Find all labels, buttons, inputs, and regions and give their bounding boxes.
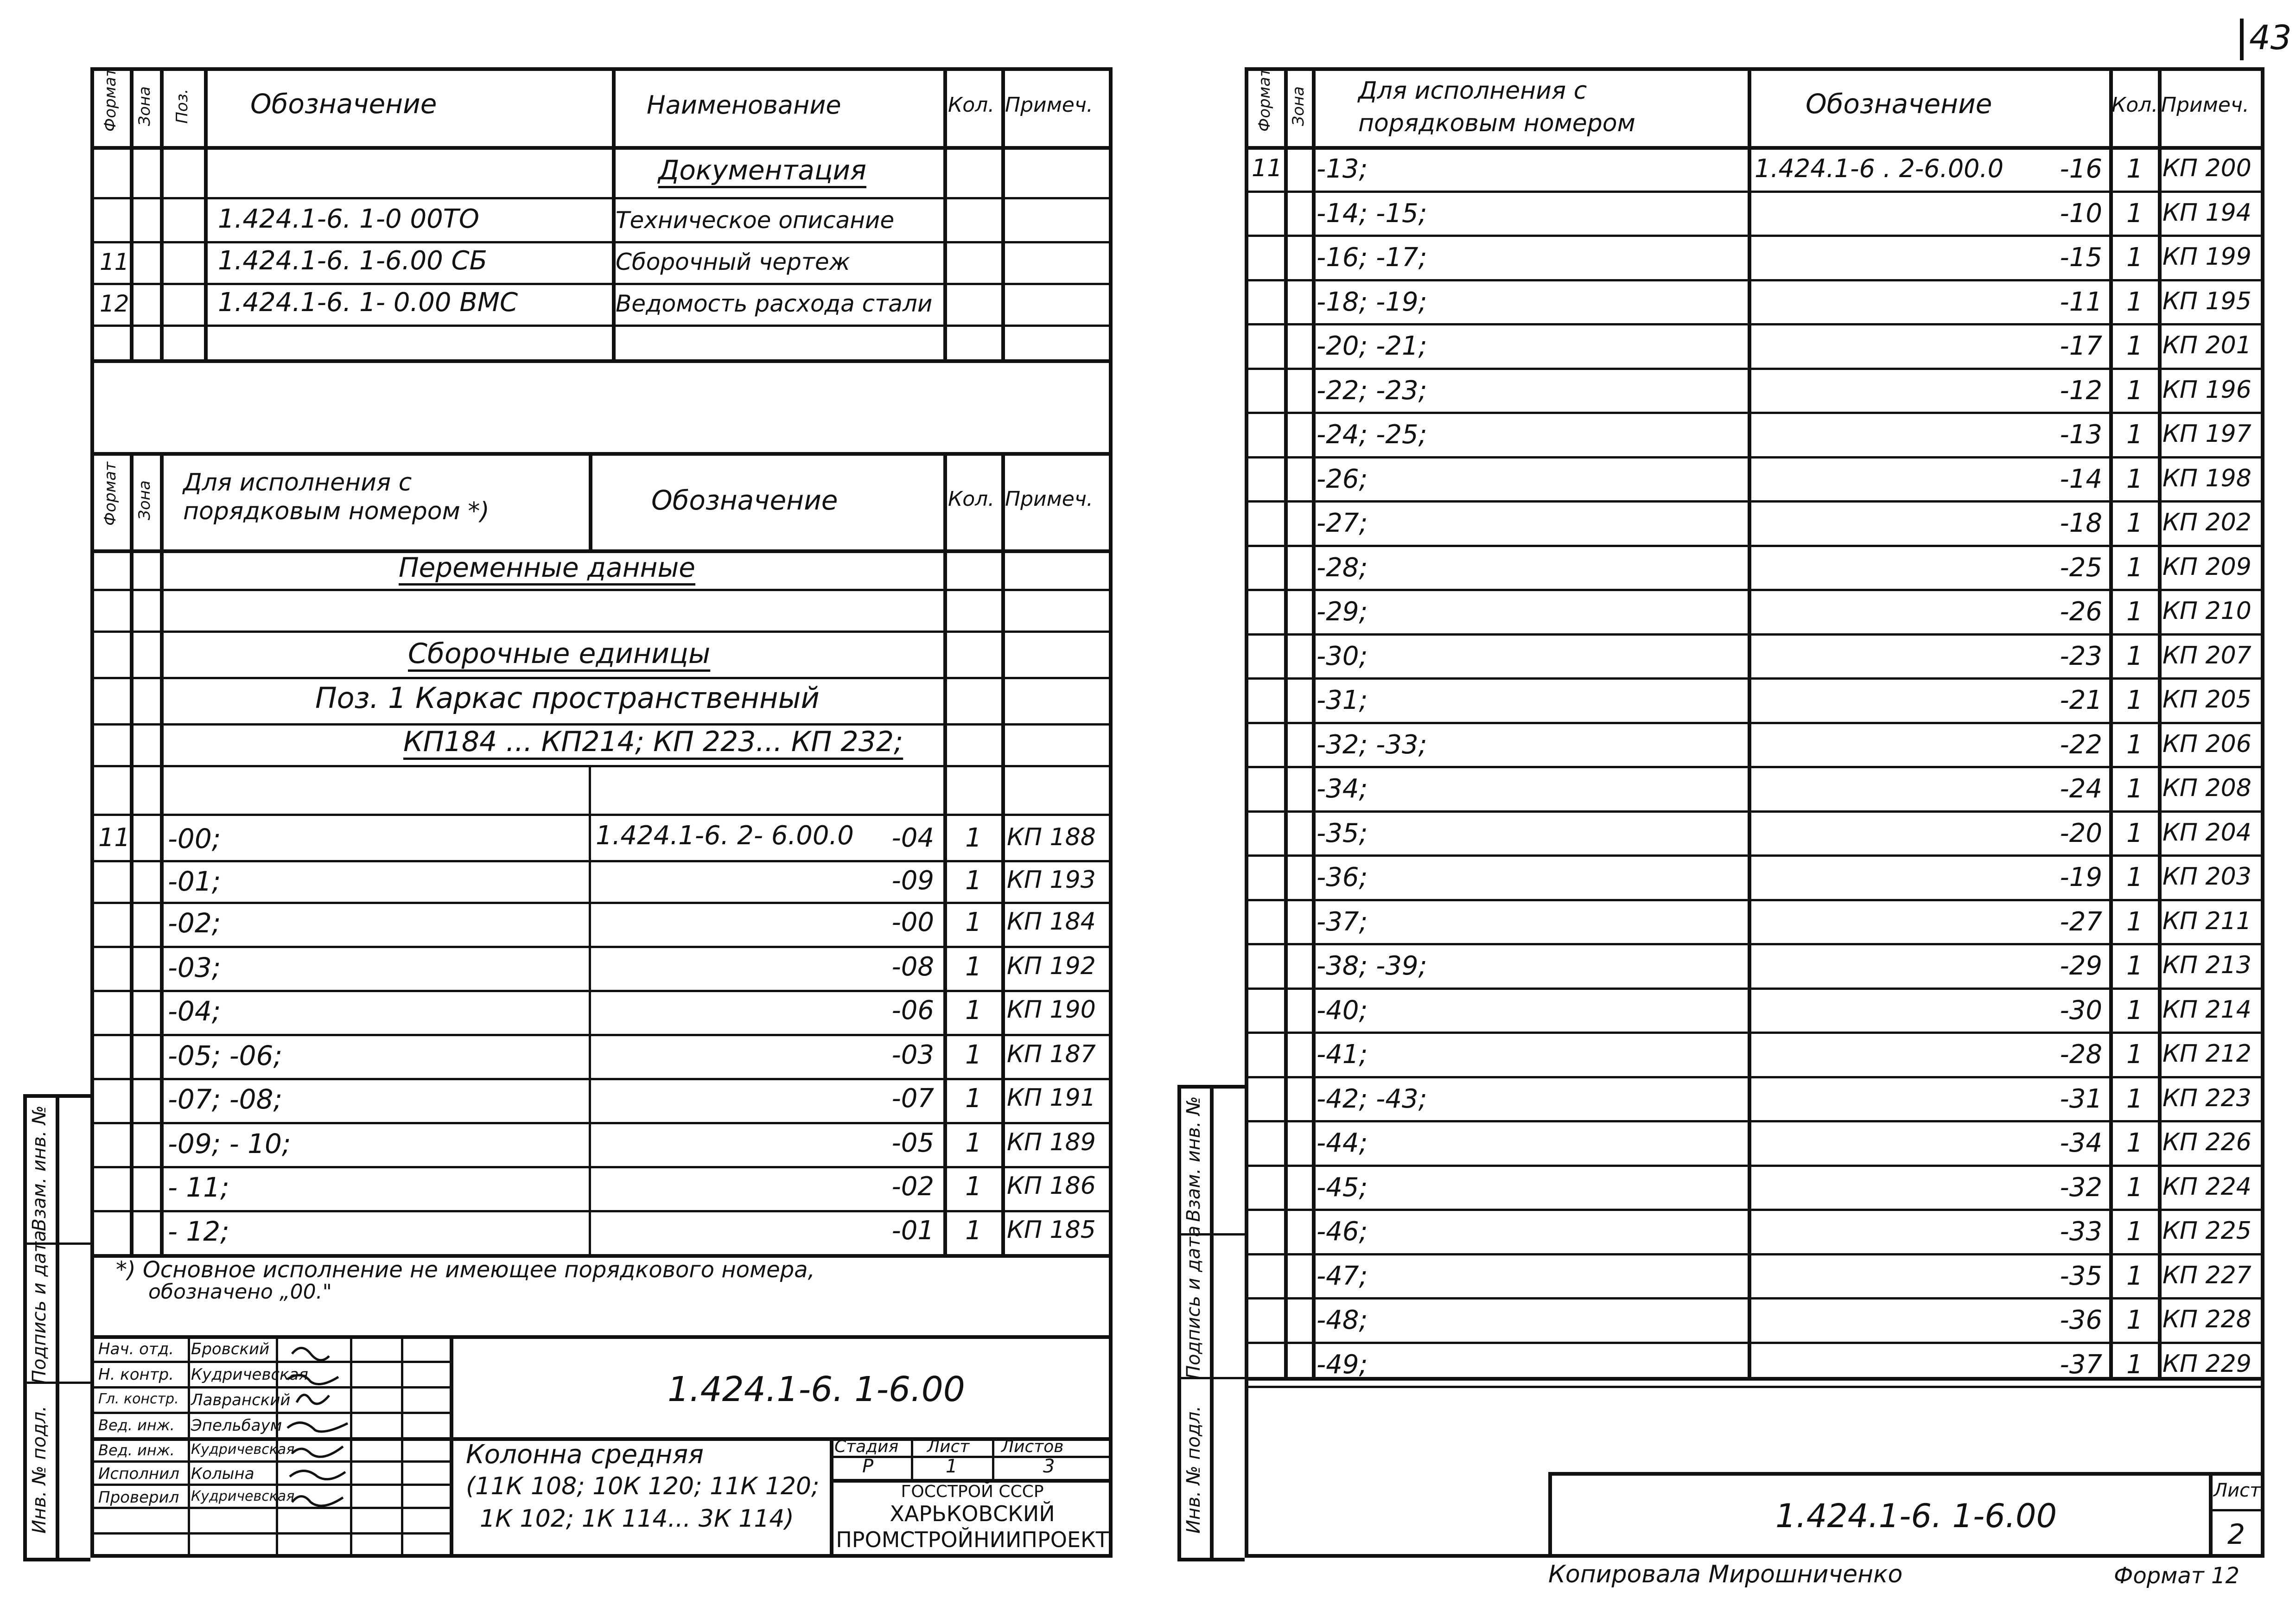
row-divider bbox=[1245, 412, 2264, 414]
table-row-variant: -48; bbox=[1317, 1305, 1368, 1335]
row-divider bbox=[1245, 766, 2264, 768]
header-format: Формат bbox=[1255, 68, 1274, 132]
table-row-qty: 1 bbox=[965, 1216, 982, 1246]
stamp-title-line-2: (11К 108; 10К 120; 11К 120; bbox=[466, 1472, 820, 1500]
header1-zone: Зона bbox=[135, 86, 154, 126]
table-row-qty: 1 bbox=[2126, 597, 2143, 627]
table-row-suffix: -35 bbox=[2060, 1261, 2102, 1291]
header2-note: Примеч. bbox=[1005, 487, 1093, 511]
row-divider bbox=[1245, 810, 2264, 813]
table-row-note: КП 228 bbox=[2162, 1306, 2251, 1333]
table-row-variant: -24; -25; bbox=[1317, 420, 1427, 450]
table-row-variant: -18; -19; bbox=[1317, 287, 1427, 317]
table-row-variant: -44; bbox=[1317, 1128, 1368, 1158]
table-row-qty: 1 bbox=[965, 907, 982, 937]
table-row-qty: 1 bbox=[2126, 331, 2143, 361]
table-row-variant: -05; -06; bbox=[168, 1040, 282, 1071]
row-divider bbox=[1245, 722, 2264, 724]
stamp-name-6: Колына bbox=[191, 1465, 254, 1483]
stamp-org-line-1: ГОССТРОЙ СССР bbox=[901, 1482, 1044, 1501]
header1-format: Формат bbox=[101, 68, 120, 132]
table-row-note: КП 223 bbox=[2162, 1084, 2251, 1112]
row-divider bbox=[1245, 1297, 2264, 1300]
table-row-variant: -34; bbox=[1317, 774, 1368, 804]
table-row-suffix: -33 bbox=[2060, 1217, 2102, 1247]
row-divider bbox=[1245, 633, 2264, 636]
table-row-variant: -41; bbox=[1317, 1039, 1368, 1070]
table-row-suffix: -25 bbox=[2060, 553, 2102, 583]
row-divider bbox=[1245, 500, 2264, 503]
table-row-suffix: -10 bbox=[2060, 198, 2102, 229]
stamp-sheet-value: 1 bbox=[946, 1456, 958, 1477]
table-row-qty: 1 bbox=[965, 1040, 982, 1070]
copied-by: Копировала Мирошниченко bbox=[1548, 1561, 1903, 1588]
header2-format: Формат bbox=[101, 462, 120, 526]
row-divider bbox=[1245, 235, 2264, 237]
table-row-note: КП 185 bbox=[1007, 1216, 1096, 1244]
table-row-qty: 1 bbox=[965, 823, 982, 853]
right-stamp-sheet-value: 2 bbox=[2227, 1518, 2245, 1551]
table-row-suffix: -26 bbox=[2060, 597, 2102, 627]
table-row-note: КП 211 bbox=[2162, 907, 2251, 935]
table-row-variant: -13; bbox=[1317, 154, 1368, 184]
stamp-name-5: Кудричевская bbox=[191, 1441, 295, 1458]
header-note: Примеч. bbox=[2161, 93, 2249, 117]
table-row-variant: -00; bbox=[168, 823, 221, 854]
table-row-note: КП 201 bbox=[2162, 331, 2251, 359]
row-divider bbox=[1245, 987, 2264, 990]
table-row-note: КП 188 bbox=[1007, 823, 1096, 851]
table-row-qty: 1 bbox=[2126, 242, 2143, 273]
stamp-role-6: Исполнил bbox=[98, 1465, 179, 1483]
table-row-qty: 1 bbox=[2126, 1350, 2143, 1380]
table-row-variant: -49; bbox=[1317, 1350, 1368, 1380]
table-row-variant: -22; -23; bbox=[1317, 376, 1427, 406]
header2-qty: Кол. bbox=[948, 487, 995, 511]
right-stamp-sheet-label: Лист bbox=[2213, 1480, 2261, 1501]
header2-variant: Для исполнения с порядковым номером *) bbox=[183, 469, 490, 526]
table-row-variant: -37; bbox=[1317, 907, 1368, 937]
row-divider bbox=[1245, 943, 2264, 945]
table-row-qty: 1 bbox=[2126, 774, 2143, 804]
table-row-qty: 1 bbox=[2126, 376, 2143, 406]
stamp-stage-value: Р bbox=[862, 1456, 874, 1477]
signatures bbox=[278, 1338, 399, 1528]
table-row-variant: -45; bbox=[1317, 1172, 1368, 1203]
header2-designation: Обозначение bbox=[651, 484, 838, 516]
table-row-suffix: -34 bbox=[2060, 1128, 2102, 1158]
table-row-note: КП 213 bbox=[2162, 951, 2251, 979]
table-row-note: КП 199 bbox=[2162, 243, 2251, 271]
table-row-note: КП 187 bbox=[1007, 1040, 1096, 1068]
table-row-qty: 1 bbox=[965, 952, 982, 982]
table-row-suffix: -23 bbox=[2060, 641, 2102, 671]
header-zone: Зона bbox=[1289, 86, 1308, 126]
table-row-qty: 1 bbox=[2126, 508, 2143, 538]
table-row-variant: - 11; bbox=[168, 1172, 229, 1203]
stamp-role-4: Вед. инж. bbox=[98, 1416, 175, 1434]
table-row-note: КП 206 bbox=[2162, 730, 2251, 758]
stamp-org-line-2: ХАРЬКОВСКИЙ bbox=[890, 1501, 1055, 1526]
doc-row-2-name: Сборочный чертеж bbox=[616, 248, 850, 275]
table-row-note: КП 190 bbox=[1007, 996, 1096, 1024]
table-row-suffix: -08 bbox=[891, 952, 934, 982]
right-side-label-inv-original: Инв. № подл. bbox=[1183, 1406, 1204, 1534]
table-row-qty: 1 bbox=[2126, 464, 2143, 494]
row-divider bbox=[1245, 368, 2264, 370]
stamp-code: 1.424.1-6. 1-6.00 bbox=[668, 1370, 965, 1409]
table-row-suffix: -28 bbox=[2060, 1039, 2102, 1070]
table-row-variant: -35; bbox=[1317, 818, 1368, 848]
stamp-title-line-1: Колонна средняя bbox=[466, 1440, 704, 1470]
table-row-qty: 1 bbox=[2126, 553, 2143, 583]
header2-zone: Зона bbox=[135, 480, 154, 520]
side-label-signature-date: Подпись и дата bbox=[29, 1230, 50, 1384]
table-row-qty: 1 bbox=[2126, 995, 2143, 1026]
row-divider bbox=[1245, 545, 2264, 547]
stamp-sheets-value: 3 bbox=[1043, 1456, 1055, 1477]
pos1-title: Поз. 1 Каркас пространственный bbox=[315, 681, 820, 715]
sheet-format: Формат 12 bbox=[2114, 1563, 2240, 1589]
stamp-title-line-3: 1К 102; 1К 114... 3К 114) bbox=[480, 1505, 794, 1533]
table-row-variant: -32; -33; bbox=[1317, 730, 1427, 760]
table-row-note: КП 225 bbox=[2162, 1217, 2251, 1245]
table-row-qty: 1 bbox=[2126, 730, 2143, 760]
table-row-variant: -02; bbox=[168, 907, 221, 939]
table-row-note: КП 229 bbox=[2162, 1350, 2251, 1378]
table-row-suffix: -31 bbox=[2060, 1084, 2102, 1114]
table-row-note: КП 212 bbox=[2162, 1040, 2251, 1068]
table-row-variant: -03; bbox=[168, 952, 221, 983]
table-row-qty: 1 bbox=[2126, 907, 2143, 937]
table-row-variant: -38; -39; bbox=[1317, 951, 1427, 981]
table-row-designation: 1.424.1-6 . 2-6.00.0 bbox=[1755, 154, 2004, 183]
table-row-suffix: -00 bbox=[891, 907, 934, 937]
table-row-variant: -01; bbox=[168, 866, 221, 897]
header1-designation: Обозначение bbox=[250, 88, 437, 120]
header-designation: Обозначение bbox=[1806, 88, 1992, 120]
table-row-qty: 1 bbox=[2126, 1305, 2143, 1335]
row-divider bbox=[1245, 854, 2264, 857]
row-divider bbox=[1245, 899, 2264, 901]
stamp-name-3: Лавранский bbox=[191, 1391, 291, 1409]
table-row-note: КП 202 bbox=[2162, 509, 2251, 536]
table-row-qty: 1 bbox=[2126, 1217, 2143, 1247]
table-row-note: КП 204 bbox=[2162, 819, 2251, 847]
row-divider bbox=[1245, 191, 2264, 193]
table-row-suffix: -18 bbox=[2060, 508, 2102, 538]
table-row-variant: -40; bbox=[1317, 995, 1368, 1026]
table-row-note: КП 195 bbox=[2162, 287, 2251, 315]
stamp-role-3: Гл. констр. bbox=[98, 1391, 179, 1407]
table-row-suffix: -04 bbox=[891, 823, 934, 853]
table-row-suffix: -11 bbox=[2060, 287, 2102, 317]
doc-row-3-name: Ведомость расхода стали bbox=[616, 290, 933, 317]
table-row-suffix: -36 bbox=[2060, 1305, 2102, 1335]
row-divider bbox=[1245, 1386, 2264, 1388]
table-row-note: КП 191 bbox=[1007, 1084, 1096, 1112]
stamp-sheet-label: Лист bbox=[927, 1437, 970, 1456]
doc-row-2-designation: 1.424.1-6. 1-6.00 СБ bbox=[218, 246, 488, 276]
table-row-suffix: -15 bbox=[2060, 242, 2102, 273]
stamp-role-5: Вед. инж. bbox=[98, 1441, 175, 1459]
table-row-qty: 1 bbox=[2126, 641, 2143, 671]
table-row-format: 11 bbox=[98, 823, 130, 852]
table-row-variant: -28; bbox=[1317, 553, 1368, 583]
table-row-suffix: -06 bbox=[891, 995, 934, 1026]
table-row-qty: 1 bbox=[2126, 420, 2143, 450]
page-number: 43 bbox=[2249, 18, 2292, 57]
stamp-org-line-3: ПРОМСТРОЙНИИПРОЕКТ bbox=[836, 1527, 1109, 1552]
section-variable-data: Переменные данные bbox=[399, 552, 695, 583]
table-row-note: КП 207 bbox=[2162, 642, 2251, 669]
table-row-note: КП 214 bbox=[2162, 996, 2251, 1024]
doc-row-3-format: 12 bbox=[100, 290, 129, 317]
table-row-qty: 1 bbox=[965, 1128, 982, 1158]
table-row-suffix: -14 bbox=[2060, 464, 2102, 494]
stamp-name-7: Кудричевская bbox=[191, 1488, 295, 1504]
table-row-qty: 1 bbox=[2126, 951, 2143, 981]
table-row-variant: -07; -08; bbox=[168, 1083, 282, 1115]
table-row-variant: -04; bbox=[168, 995, 221, 1027]
table-row-suffix: -12 bbox=[2060, 376, 2102, 406]
table-row-note: КП 198 bbox=[2162, 465, 2251, 492]
table-row-variant: -27; bbox=[1317, 508, 1368, 538]
row-divider bbox=[1245, 1120, 2264, 1122]
stamp-role-7: Проверил bbox=[98, 1488, 179, 1507]
table-row-variant: -42; -43; bbox=[1317, 1084, 1427, 1114]
footnote-line-1: *) Основное исполнение не имеющее порядкового номера, bbox=[116, 1257, 815, 1283]
table-row-qty: 1 bbox=[2126, 287, 2143, 317]
table-row-suffix: -17 bbox=[2060, 331, 2102, 361]
table-row-note: КП 208 bbox=[2162, 774, 2251, 802]
doc-row-1-name: Техническое описание bbox=[616, 207, 895, 234]
table-row-variant: -09; - 10; bbox=[168, 1128, 291, 1159]
table-row-suffix: -07 bbox=[891, 1083, 934, 1114]
table-row-variant: -26; bbox=[1317, 464, 1368, 494]
table-row-variant: - 12; bbox=[168, 1216, 229, 1247]
table-row-qty: 1 bbox=[2126, 1128, 2143, 1158]
table-row-note: КП 193 bbox=[1007, 866, 1096, 894]
table-row-note: КП 210 bbox=[2162, 597, 2251, 625]
table-row-suffix: -21 bbox=[2060, 685, 2102, 715]
row-divider bbox=[1245, 1253, 2264, 1255]
right-side-label-replace-inv: Взам. инв. № bbox=[1183, 1096, 1204, 1222]
table-row-qty: 1 bbox=[2126, 1084, 2143, 1114]
table-row-note: КП 192 bbox=[1007, 952, 1096, 980]
doc-row-3-designation: 1.424.1-6. 1- 0.00 ВМС bbox=[218, 287, 518, 318]
row-divider bbox=[1245, 677, 2264, 680]
table-row-note: КП 197 bbox=[2162, 420, 2251, 448]
table-row-note: КП 203 bbox=[2162, 863, 2251, 891]
page-number-tick bbox=[2240, 19, 2244, 60]
table-row-qty: 1 bbox=[965, 1172, 982, 1202]
table-row-suffix: -09 bbox=[891, 866, 934, 896]
stamp-name-4: Эпельбаум bbox=[191, 1416, 282, 1435]
stamp-role-1: Нач. отд. bbox=[98, 1340, 174, 1358]
table-row-suffix: -22 bbox=[2060, 730, 2102, 760]
table-row-qty: 1 bbox=[965, 995, 982, 1026]
table-row-variant: -36; bbox=[1317, 862, 1368, 892]
table-row-note: КП 184 bbox=[1007, 908, 1096, 936]
table-row-qty: 1 bbox=[2126, 862, 2143, 892]
table-row-qty: 1 bbox=[2126, 685, 2143, 715]
table-row-suffix: -13 bbox=[2060, 420, 2102, 450]
header1-pos: Поз. bbox=[173, 89, 191, 124]
header-variant-line-1: Для исполнения с bbox=[1358, 77, 1587, 105]
table-row-suffix: -01 bbox=[891, 1216, 934, 1246]
table-row-note: КП 224 bbox=[2162, 1173, 2251, 1201]
table-row-variant: -16; -17; bbox=[1317, 242, 1427, 273]
stamp-role-2: Н. контр. bbox=[98, 1365, 174, 1384]
table-row-note: КП 194 bbox=[2162, 199, 2251, 227]
table-row-qty: 1 bbox=[2126, 1261, 2143, 1291]
table-row-qty: 1 bbox=[965, 866, 982, 896]
table-row-suffix: -03 bbox=[891, 1040, 934, 1070]
table-row-note: КП 205 bbox=[2162, 686, 2251, 713]
table-row-suffix: -27 bbox=[2060, 907, 2102, 937]
table-row-note: КП 196 bbox=[2162, 376, 2251, 404]
header-variant-line-2: порядковым номером bbox=[1358, 109, 1635, 137]
row-divider bbox=[1245, 279, 2264, 281]
table-row-suffix: -37 bbox=[2060, 1350, 2102, 1380]
table-row-note: КП 227 bbox=[2162, 1261, 2251, 1289]
table-row-qty: 1 bbox=[2126, 1039, 2143, 1070]
table-row-variant: -47; bbox=[1317, 1261, 1368, 1291]
section-documentation: Документация bbox=[658, 154, 866, 186]
footnote-line-2: обозначено „00." bbox=[148, 1280, 332, 1304]
table-row-qty: 1 bbox=[2126, 154, 2143, 184]
doc-row-1-designation: 1.424.1-6. 1-0 00ТО bbox=[218, 204, 479, 234]
row-divider bbox=[1245, 589, 2264, 591]
table-row-variant: -29; bbox=[1317, 597, 1368, 627]
header1-note: Примеч. bbox=[1005, 93, 1093, 117]
row-divider bbox=[1245, 1209, 2264, 1211]
table-row-variant: -31; bbox=[1317, 685, 1368, 715]
table-row-suffix: -30 bbox=[2060, 995, 2102, 1026]
doc-row-2-format: 11 bbox=[100, 248, 129, 275]
header1-qty: Кол. bbox=[948, 93, 995, 117]
table-row-note: КП 189 bbox=[1007, 1128, 1096, 1156]
table-row-suffix: -05 bbox=[891, 1128, 934, 1158]
header1-name: Наименование bbox=[647, 90, 841, 120]
right-stamp-code: 1.424.1-6. 1-6.00 bbox=[1775, 1497, 2057, 1535]
table-row-suffix: -20 bbox=[2060, 818, 2102, 848]
stamp-sheets-label: Листов bbox=[1001, 1437, 1064, 1456]
table-row-format: 11 bbox=[1252, 154, 1283, 182]
table-row-suffix: -19 bbox=[2060, 862, 2102, 892]
side-label-replace-inv: Взам. инв. № bbox=[29, 1105, 50, 1231]
table-row-variant: -30; bbox=[1317, 641, 1368, 671]
table-row-note: КП 186 bbox=[1007, 1172, 1096, 1200]
right-side-label-signature-date: Подпись и дата bbox=[1183, 1225, 1204, 1379]
row-divider bbox=[1245, 456, 2264, 459]
table-row-qty: 1 bbox=[2126, 1172, 2143, 1203]
table-row-qty: 1 bbox=[965, 1083, 982, 1114]
table-row-suffix: -24 bbox=[2060, 774, 2102, 804]
stamp-stage-label: Стадия bbox=[834, 1437, 899, 1456]
row-divider bbox=[1245, 323, 2264, 325]
table-row-qty: 1 bbox=[2126, 198, 2143, 229]
stamp-name-1: Бровский bbox=[191, 1340, 270, 1358]
table-row-suffix: -16 bbox=[2060, 154, 2102, 184]
row-divider bbox=[1245, 1032, 2264, 1034]
header-qty: Кол. bbox=[2112, 93, 2158, 117]
table-row-suffix: -29 bbox=[2060, 951, 2102, 981]
table-row-variant: -46; bbox=[1317, 1217, 1368, 1247]
table-row-note: КП 226 bbox=[2162, 1128, 2251, 1156]
stamp-name-2: Кудричевская bbox=[191, 1365, 309, 1384]
row-divider bbox=[1245, 1342, 2264, 1344]
table-row-note: КП 209 bbox=[2162, 553, 2251, 581]
side-label-inv-original: Инв. № подл. bbox=[29, 1406, 50, 1534]
row-divider bbox=[1245, 1165, 2264, 1167]
row-divider bbox=[1245, 1076, 2264, 1078]
table-row-variant: -14; -15; bbox=[1317, 198, 1427, 229]
section-assembly-units: Сборочные единицы bbox=[408, 637, 711, 670]
table-row-variant: -20; -21; bbox=[1317, 331, 1427, 361]
table-row-suffix: -32 bbox=[2060, 1172, 2102, 1203]
table-row-designation: 1.424.1-6. 2- 6.00.0 bbox=[596, 821, 854, 851]
table-row-suffix: -02 bbox=[891, 1172, 934, 1202]
table-row-qty: 1 bbox=[2126, 818, 2143, 848]
pos1-subtitle: КП184 ... КП214; КП 223... КП 232; bbox=[403, 726, 903, 758]
table-row-note: КП 200 bbox=[2162, 154, 2251, 182]
